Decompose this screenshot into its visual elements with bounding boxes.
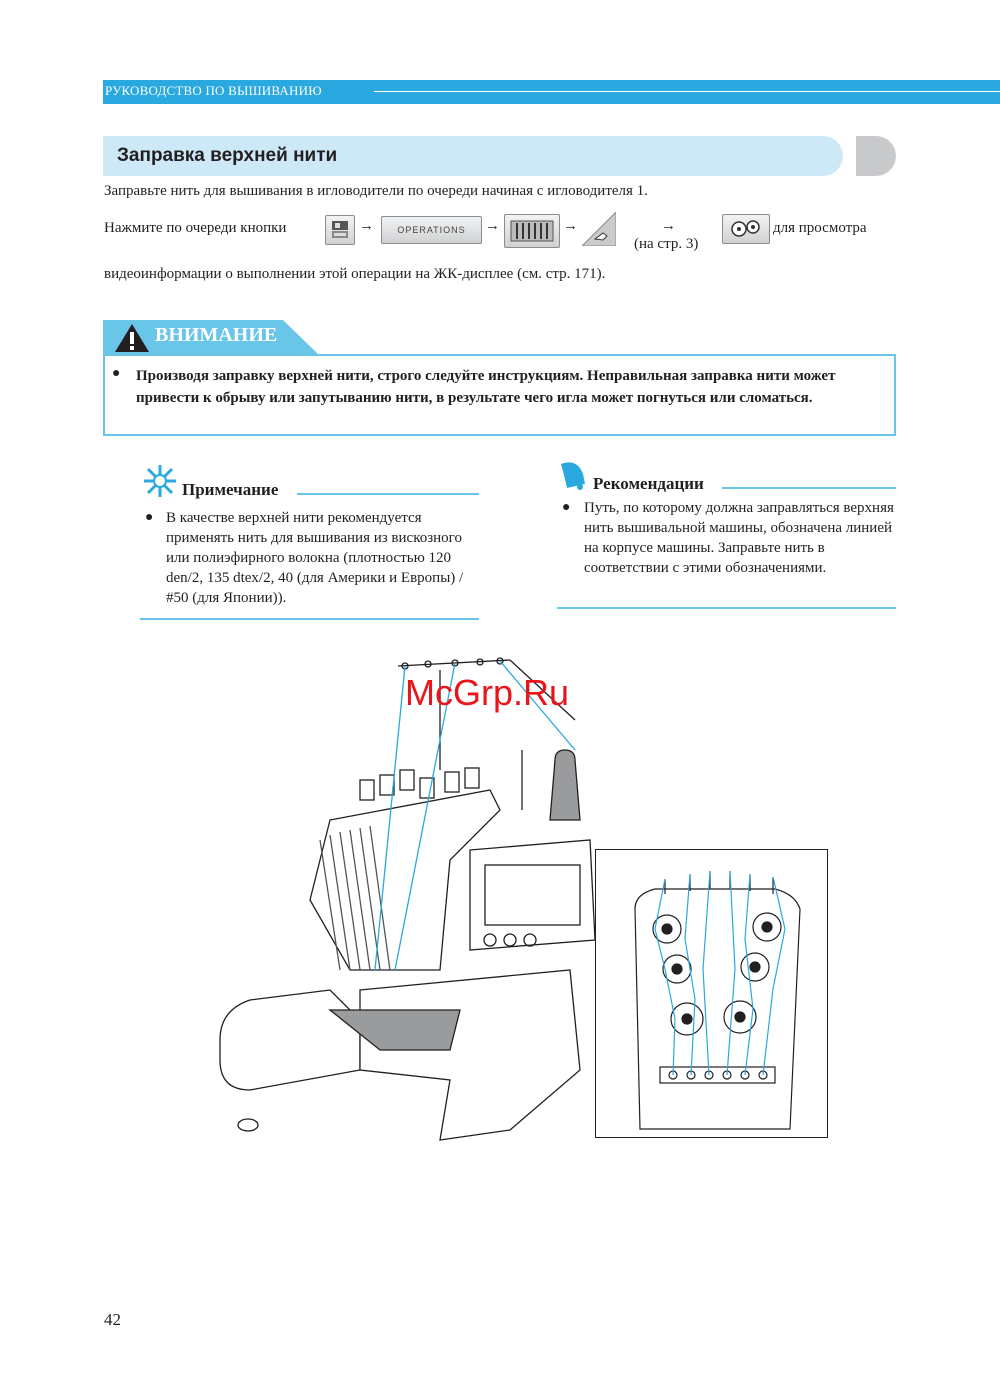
arrow-2: →: [485, 218, 500, 234]
machine-settings-button[interactable]: [325, 215, 355, 245]
section-header: РУКОВОДСТВО ПО ВЫШИВАНИЮ: [105, 83, 322, 98]
note-bullet: ●: [145, 510, 154, 525]
intro-line-2-suffix: для просмотра: [773, 220, 867, 236]
header-rule: [374, 91, 1000, 92]
warning-title: ВНИМАНИЕ: [155, 324, 278, 346]
arrow-4: →: [661, 218, 676, 234]
intro-line-2-prefix: Нажмите по очереди кнопки: [104, 220, 287, 236]
recommendation-title: Рекомендации: [593, 474, 704, 493]
page-number: 42: [104, 1310, 121, 1329]
note-icon: [142, 463, 178, 499]
arrow-3: →: [563, 218, 578, 234]
warning-icon: [114, 323, 150, 353]
warning-bullet: ●: [112, 366, 121, 381]
title-tab: [856, 136, 896, 176]
hand-pointer-icon: [582, 212, 616, 246]
recommendation-bullet: ●: [562, 500, 571, 515]
recommendation-bottom-rule: [557, 607, 896, 609]
intro-line-3: видеоинформации о выполнении этой операции на ЖК-дисплее (см. стр. 171).: [104, 266, 606, 282]
operations-button[interactable]: OPERATIONS: [381, 216, 482, 244]
recommendation-title-rule: [722, 487, 896, 489]
hand-pointer-button[interactable]: [582, 212, 616, 246]
page-reference: (на стр. 3): [634, 236, 699, 252]
thread-path-detail-illustration: [595, 849, 828, 1138]
machine-settings-icon: [326, 216, 354, 244]
note-text: В качестве верхней нити рекомендуется применять нить для вышивания из вискозного или полиэфирного волокна (плотностью 120 den/2, 135 dtex/2, 40 (для Америки и Европы) / #50 (для Японии)).: [166, 510, 464, 606]
warning-text: Производя заправку верхней нити, строго следуйте инструкциям. Неправильная заправка нити может привести к обрыву или запутыванию нити, в результате чего игла может погнуться или сломаться.: [136, 368, 836, 406]
note-title-rule: [297, 493, 479, 495]
page-title: Заправка верхней нити: [117, 145, 338, 166]
intro-line-1: Заправьте нить для вышивания в игловодители по очереди начиная с игловодителя 1.: [104, 183, 648, 199]
embroidery-machine-illustration: [210, 650, 610, 1150]
needle-bar-icon: [505, 215, 559, 247]
watermark: McGrp.Ru: [405, 672, 570, 713]
video-button[interactable]: [722, 214, 770, 244]
needle-bar-button[interactable]: [504, 214, 560, 248]
bell-icon: [555, 460, 589, 492]
note-title: Примечание: [182, 480, 279, 499]
arrow-1: →: [359, 218, 374, 234]
video-icon: [723, 215, 769, 243]
recommendation-text: Путь, по которому должна заправляться верхняя нить вышивальной машины, обозначена линией на корпусе машины. Заправьте нить в соответствии с этими обозначениями.: [584, 500, 894, 576]
note-bottom-rule: [140, 618, 479, 620]
